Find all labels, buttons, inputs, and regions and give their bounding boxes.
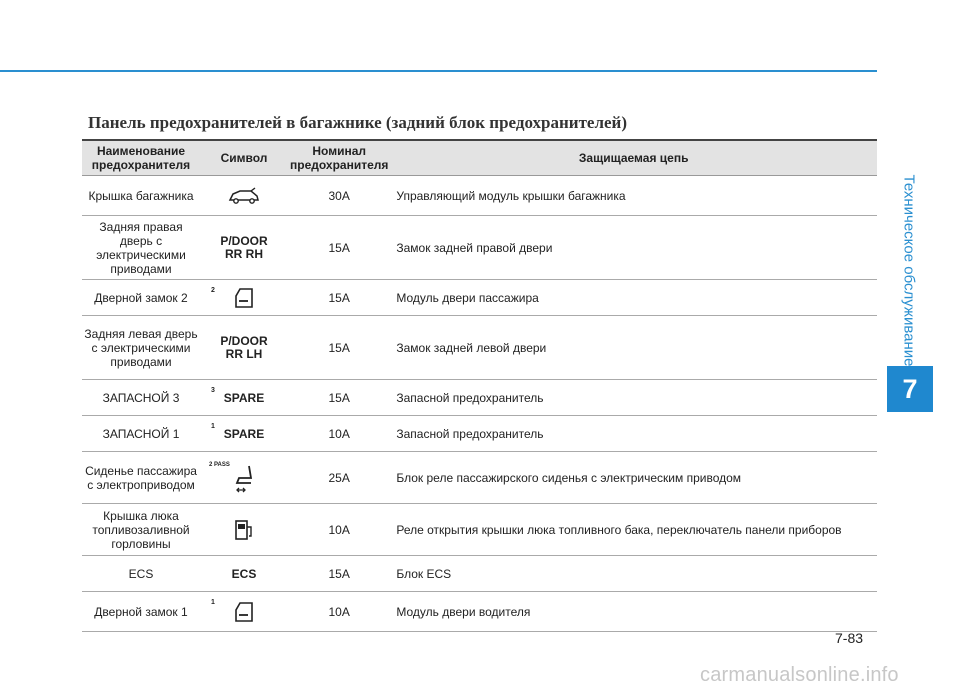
fuse-rating: 15A: [288, 556, 390, 592]
fuse-name: Дверной замок 1: [82, 592, 200, 632]
page-heading: Панель предохранителей в багажнике (задний блок предохранителей): [88, 113, 628, 132]
fuse-table: [82, 139, 877, 632]
fuse-name: ЗАПАСНОЙ 1: [82, 416, 200, 452]
fuse-circuit: Блок ECS: [390, 556, 877, 592]
fuse-circuit: Запасной предохранитель: [390, 380, 877, 416]
col-header-rating: Номинал предохранителя: [288, 140, 390, 176]
symbol-label: SPARE: [223, 426, 265, 441]
table-row: [82, 416, 877, 452]
table-row: [82, 452, 877, 504]
fuse-rating: 10A: [288, 416, 390, 452]
page-number: 7-83: [835, 630, 864, 646]
table-row: [82, 592, 877, 632]
fuse-circuit: Модуль двери пассажира: [390, 280, 877, 316]
symbol-label: P/DOOR RR LH: [220, 333, 268, 361]
symbol-label: ECS: [231, 566, 257, 581]
fuse-name: Крышка люка топливозаливной горловины: [82, 504, 200, 556]
fuse-name: Сиденье пассажира с электроприводом: [82, 452, 200, 504]
table-row: [82, 216, 877, 280]
door-lock-icon: [233, 287, 255, 309]
col-header-name: Наименование предохранителя: [82, 140, 200, 176]
symbol-superscript: 2: [211, 287, 215, 294]
fuse-name: ECS: [82, 556, 200, 592]
top-rule: [0, 70, 877, 72]
fuse-name: Задняя левая дверь с электрическими приводами: [82, 316, 200, 380]
table-row: [82, 380, 877, 416]
fuse-rating: 15A: [288, 216, 390, 280]
table-row: [82, 556, 877, 592]
symbol-superscript: 2 PASS: [209, 462, 230, 468]
symbol-label: SPARE: [223, 390, 265, 405]
table-row: [82, 504, 877, 556]
power-seat-icon: [229, 460, 259, 496]
fuse-rating: 15A: [288, 280, 390, 316]
fuse-rating: 30A: [288, 176, 390, 216]
watermark: carmanualsonline.info: [700, 664, 899, 686]
fuse-circuit: Запасной предохранитель: [390, 416, 877, 452]
col-header-symbol: Символ: [200, 140, 288, 176]
table-row: [82, 316, 877, 380]
fuse-rating: 10A: [288, 592, 390, 632]
chapter-tab: 7: [887, 366, 933, 412]
fuse-circuit: Реле открытия крышки люка топливного бака, переключатель панели приборов: [390, 504, 877, 556]
fuse-circuit: Блок реле пассажирского сиденья с электрическим приводом: [390, 452, 877, 504]
table-row: [82, 280, 877, 316]
fuse-circuit: Управляющий модуль крышки багажника: [390, 176, 877, 216]
table-header-row: [82, 140, 877, 176]
symbol-superscript: 3: [211, 387, 215, 394]
col-header-circuit: Защищаемая цепь: [390, 140, 877, 176]
fuse-name: ЗАПАСНОЙ 3: [82, 380, 200, 416]
trunk-lid-icon: [200, 176, 288, 216]
symbol-superscript: 1: [211, 423, 215, 430]
fuse-rating: 15A: [288, 380, 390, 416]
fuse-name: Дверной замок 2: [82, 280, 200, 316]
side-section-title-text: Техническое обслуживание: [900, 174, 918, 366]
fuse-circuit: Модуль двери водителя: [390, 592, 877, 632]
fuse-circuit: Замок задней правой двери: [390, 216, 877, 280]
symbol-superscript: 1: [211, 599, 215, 606]
fuse-name: Задняя правая дверь с электрическими приводами: [82, 216, 200, 280]
fuse-rating: 15A: [288, 316, 390, 380]
table-row: [82, 176, 877, 216]
fuel-door-icon: [200, 504, 288, 556]
fuse-rating: 25A: [288, 452, 390, 504]
side-section-title: [892, 175, 926, 365]
symbol-label: P/DOOR RR RH: [220, 233, 268, 261]
fuse-name: Крышка багажника: [82, 176, 200, 216]
fuse-rating: 10A: [288, 504, 390, 556]
fuse-circuit: Замок задней левой двери: [390, 316, 877, 380]
door-lock-icon: [233, 601, 255, 623]
